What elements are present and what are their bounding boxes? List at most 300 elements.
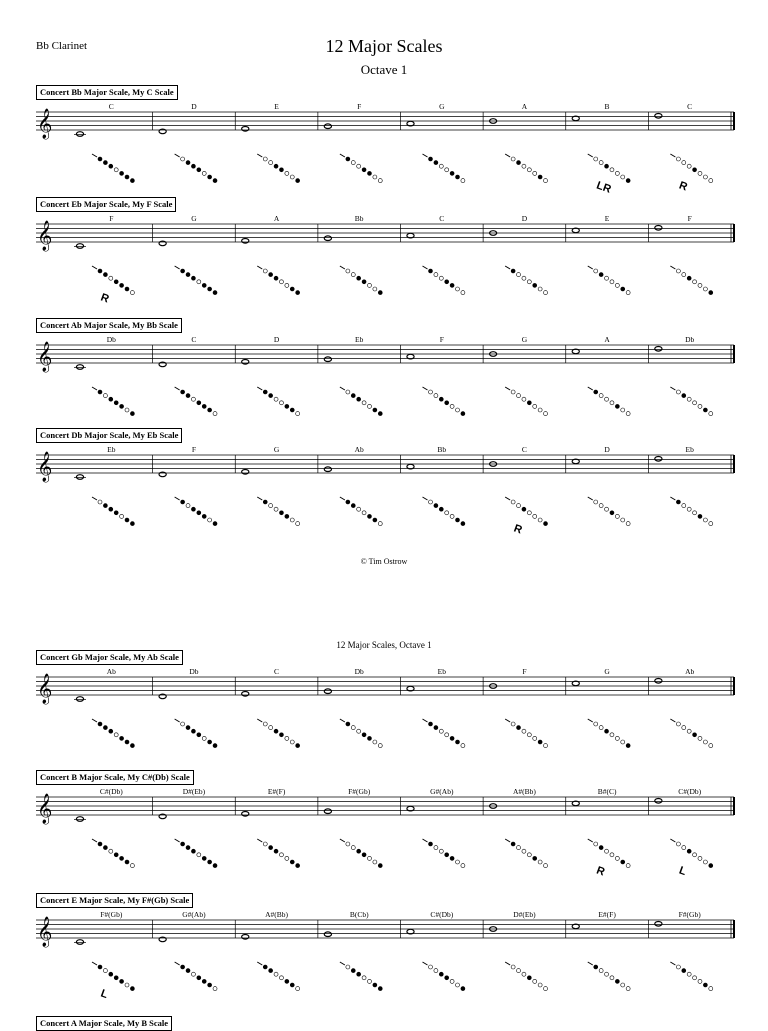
finger-hole <box>594 500 598 504</box>
finger-hole <box>450 856 454 860</box>
note-name: F <box>522 667 527 676</box>
finger-hole <box>378 291 382 295</box>
finger-hole <box>279 976 283 980</box>
finger-hole <box>538 175 542 179</box>
finger-hole <box>434 394 438 398</box>
finger-hole <box>527 401 531 405</box>
finger-hole <box>522 849 526 853</box>
finger-hole <box>120 514 124 518</box>
finger-hole <box>202 283 206 287</box>
treble-clef: 𝄞 <box>37 794 53 824</box>
finger-hole <box>103 161 107 165</box>
finger-hole <box>208 740 212 744</box>
finger-hole <box>693 401 697 405</box>
scale-label: Concert Ab Major Scale, My Bb Scale <box>36 318 182 333</box>
finger-hole <box>378 864 382 868</box>
fingering-diagram <box>257 387 299 416</box>
finger-hole <box>269 394 273 398</box>
note-name: C <box>439 214 445 223</box>
finger-hole <box>208 983 212 987</box>
mouthpiece <box>340 387 345 390</box>
finger-hole <box>709 179 713 183</box>
finger-hole <box>445 401 449 405</box>
fingering-diagram <box>588 154 630 196</box>
finger-hole <box>517 969 521 973</box>
treble-clef: 𝄞 <box>37 674 53 704</box>
finger-hole <box>120 283 124 287</box>
finger-hole <box>599 969 603 973</box>
finger-hole <box>599 161 603 165</box>
note-name: F <box>439 335 444 344</box>
finger-hole <box>114 733 118 737</box>
mouthpiece <box>175 719 180 722</box>
note-name: Ab <box>685 667 695 676</box>
finger-hole <box>362 511 366 515</box>
note-name: Eb <box>437 667 446 676</box>
finger-hole <box>522 507 526 511</box>
finger-hole <box>269 273 273 277</box>
finger-hole <box>114 511 118 515</box>
mouthpiece <box>588 839 593 842</box>
finger-hole <box>98 965 102 969</box>
fingering-diagram <box>588 497 630 526</box>
finger-hole <box>362 280 366 284</box>
whole-note <box>324 689 331 694</box>
note-name: B <box>604 102 610 111</box>
note-name: C#(Db) <box>430 910 454 919</box>
mouthpiece <box>670 266 675 269</box>
finger-hole <box>703 408 707 412</box>
finger-hole <box>693 733 697 737</box>
finger-hole <box>511 390 515 394</box>
whole-note <box>324 932 331 937</box>
finger-hole <box>269 846 273 850</box>
finger-hole <box>346 842 350 846</box>
finger-hole <box>373 408 377 412</box>
mouthpiece <box>670 497 675 500</box>
finger-hole <box>527 853 531 857</box>
finger-hole <box>186 846 190 850</box>
finger-hole <box>186 504 190 508</box>
mouthpiece <box>505 154 510 157</box>
finger-hole <box>357 849 361 853</box>
mouthpiece <box>505 962 510 965</box>
fingering-letter: L <box>98 987 110 1002</box>
finger-hole <box>544 987 548 991</box>
fingering-diagram <box>670 266 712 295</box>
finger-hole <box>263 842 267 846</box>
scale-label: Concert Db Major Scale, My Eb Scale <box>36 428 182 443</box>
finger-hole <box>456 518 460 522</box>
finger-hole <box>626 291 630 295</box>
finger-hole <box>120 171 124 175</box>
note-name: C <box>521 445 527 454</box>
finger-hole <box>682 161 686 165</box>
finger-hole <box>605 972 609 976</box>
finger-hole <box>615 283 619 287</box>
fingering-diagram <box>423 154 465 183</box>
mouthpiece <box>670 962 675 965</box>
finger-hole <box>362 976 366 980</box>
mouthpiece <box>257 154 262 157</box>
fingering-diagram <box>175 497 217 526</box>
finger-hole <box>109 397 113 401</box>
finger-hole <box>181 390 185 394</box>
finger-hole <box>367 283 371 287</box>
note-name: Db <box>354 667 364 676</box>
fingering-diagram <box>92 266 134 306</box>
note-name: D <box>604 445 610 454</box>
finger-hole <box>263 390 267 394</box>
finger-hole <box>373 860 377 864</box>
finger-hole <box>599 273 603 277</box>
fingering-diagram <box>588 266 630 295</box>
finger-hole <box>191 972 195 976</box>
finger-hole <box>434 969 438 973</box>
finger-hole <box>351 273 355 277</box>
finger-hole <box>605 507 609 511</box>
finger-hole <box>296 744 300 748</box>
finger-hole <box>594 842 598 846</box>
finger-hole <box>186 161 190 165</box>
finger-hole <box>186 969 190 973</box>
finger-hole <box>599 726 603 730</box>
fingering-diagram <box>340 497 382 526</box>
finger-hole <box>538 740 542 744</box>
mouthpiece <box>670 387 675 390</box>
finger-hole <box>367 404 371 408</box>
finger-hole <box>346 157 350 161</box>
finger-hole <box>378 987 382 991</box>
finger-hole <box>687 507 691 511</box>
finger-hole <box>445 853 449 857</box>
finger-hole <box>456 740 460 744</box>
finger-hole <box>511 157 515 161</box>
finger-hole <box>269 726 273 730</box>
finger-hole <box>693 511 697 515</box>
finger-hole <box>197 168 201 172</box>
finger-hole <box>109 164 113 168</box>
finger-hole <box>351 969 355 973</box>
finger-hole <box>378 744 382 748</box>
mouthpiece <box>175 839 180 842</box>
fingering-diagram <box>423 719 465 748</box>
finger-hole <box>120 736 124 740</box>
finger-hole <box>357 507 361 511</box>
mouthpiece <box>175 962 180 965</box>
finger-hole <box>130 179 134 183</box>
note-name: F#(Gb) <box>348 787 371 796</box>
finger-hole <box>429 722 433 726</box>
finger-hole <box>263 965 267 969</box>
note-name: Eb <box>107 445 116 454</box>
finger-hole <box>439 164 443 168</box>
finger-hole <box>698 736 702 740</box>
finger-hole <box>703 983 707 987</box>
fingering-diagram <box>505 497 547 537</box>
finger-hole <box>626 744 630 748</box>
finger-hole <box>626 864 630 868</box>
finger-hole <box>290 740 294 744</box>
finger-hole <box>208 860 212 864</box>
note-name: G#(Ab) <box>182 910 206 919</box>
mouthpiece <box>340 266 345 269</box>
finger-hole <box>346 269 350 273</box>
finger-hole <box>373 287 377 291</box>
whole-note <box>655 679 662 684</box>
finger-hole <box>290 983 294 987</box>
fingering-diagram <box>175 719 217 748</box>
whole-note <box>242 470 249 475</box>
finger-hole <box>191 849 195 853</box>
fingering-diagram <box>257 154 299 183</box>
finger-hole <box>125 175 129 179</box>
mouthpiece <box>340 154 345 157</box>
finger-hole <box>373 983 377 987</box>
finger-hole <box>362 853 366 857</box>
finger-hole <box>456 983 460 987</box>
finger-hole <box>544 522 548 526</box>
finger-hole <box>594 157 598 161</box>
finger-hole <box>98 390 102 394</box>
finger-hole <box>445 976 449 980</box>
fingering-diagram <box>175 839 217 868</box>
scale-label: Concert Bb Major Scale, My C Scale <box>36 85 178 100</box>
note-name: C <box>687 102 693 111</box>
staff-row <box>36 787 734 879</box>
finger-hole <box>703 287 707 291</box>
mouthpiece <box>340 719 345 722</box>
finger-hole <box>511 722 515 726</box>
finger-hole <box>279 401 283 405</box>
finger-hole <box>615 856 619 860</box>
finger-hole <box>125 518 129 522</box>
note-name: D <box>273 335 280 344</box>
fingering-diagram <box>257 497 299 526</box>
fingering-diagram <box>423 497 465 526</box>
finger-hole <box>263 157 267 161</box>
finger-hole <box>130 864 134 868</box>
finger-hole <box>296 987 300 991</box>
finger-hole <box>450 171 454 175</box>
page-title: 12 Major Scales <box>325 36 443 56</box>
finger-hole <box>98 269 102 273</box>
finger-hole <box>181 157 185 161</box>
finger-hole <box>429 500 433 504</box>
finger-hole <box>621 860 625 864</box>
finger-hole <box>357 972 361 976</box>
finger-hole <box>269 504 273 508</box>
finger-hole <box>605 276 609 280</box>
finger-hole <box>626 987 630 991</box>
finger-hole <box>676 157 680 161</box>
copyright: © Tim Ostrow <box>360 557 408 566</box>
fingering-diagram <box>257 962 299 991</box>
finger-hole <box>450 736 454 740</box>
mouthpiece <box>257 962 262 965</box>
finger-hole <box>450 404 454 408</box>
finger-hole <box>544 291 548 295</box>
finger-hole <box>445 733 449 737</box>
fingering-diagram <box>670 497 712 526</box>
finger-hole <box>544 412 548 416</box>
note-name: D#(Eb) <box>513 910 536 919</box>
finger-hole <box>599 504 603 508</box>
finger-hole <box>527 511 531 515</box>
finger-hole <box>130 987 134 991</box>
whole-note <box>655 226 662 231</box>
fingering-diagram <box>340 154 382 183</box>
finger-hole <box>296 522 300 526</box>
finger-hole <box>511 500 515 504</box>
finger-hole <box>682 846 686 850</box>
finger-hole <box>698 171 702 175</box>
finger-hole <box>621 175 625 179</box>
staff-row <box>36 102 734 196</box>
finger-hole <box>610 280 614 284</box>
whole-note <box>242 935 249 940</box>
fingering-diagram <box>423 839 465 868</box>
finger-hole <box>181 965 185 969</box>
finger-hole <box>533 979 537 983</box>
finger-hole <box>296 412 300 416</box>
whole-note <box>655 347 662 352</box>
note-name: Ab <box>106 667 116 676</box>
scale-label: Concert A Major Scale, My B Scale <box>36 1016 172 1031</box>
note-name: E <box>274 102 279 111</box>
finger-hole <box>594 722 598 726</box>
treble-clef: 𝄞 <box>37 342 53 372</box>
finger-hole <box>263 500 267 504</box>
finger-hole <box>114 853 118 857</box>
mouthpiece <box>92 387 97 390</box>
mouthpiece <box>423 154 428 157</box>
finger-hole <box>362 168 366 172</box>
finger-hole <box>202 171 206 175</box>
finger-hole <box>434 161 438 165</box>
finger-hole <box>279 511 283 515</box>
whole-note <box>324 236 331 241</box>
note-name: D#(Eb) <box>182 787 206 796</box>
mouthpiece <box>423 387 428 390</box>
note-name: Db <box>106 335 116 344</box>
fingering-letter: R <box>512 522 524 537</box>
finger-hole <box>682 726 686 730</box>
finger-hole <box>186 394 190 398</box>
finger-hole <box>599 846 603 850</box>
finger-hole <box>378 179 382 183</box>
finger-hole <box>626 412 630 416</box>
mouthpiece <box>423 719 428 722</box>
finger-hole <box>125 740 129 744</box>
whole-note <box>324 124 331 129</box>
mouthpiece <box>588 154 593 157</box>
fingering-diagram <box>340 719 382 748</box>
finger-hole <box>346 965 350 969</box>
finger-hole <box>346 390 350 394</box>
finger-hole <box>208 287 212 291</box>
finger-hole <box>197 976 201 980</box>
note-name: F <box>109 214 114 223</box>
finger-hole <box>693 976 697 980</box>
note-name: B#(C) <box>597 787 617 796</box>
whole-note <box>655 799 662 804</box>
finger-hole <box>511 842 515 846</box>
finger-hole <box>703 175 707 179</box>
finger-hole <box>290 518 294 522</box>
mouthpiece <box>175 387 180 390</box>
page2-header: 12 Major Scales, Octave 1 <box>336 640 432 650</box>
finger-hole <box>98 842 102 846</box>
finger-hole <box>351 504 355 508</box>
finger-hole <box>429 157 433 161</box>
finger-hole <box>285 404 289 408</box>
finger-hole <box>544 864 548 868</box>
scale-label: Concert E Major Scale, My F#(Gb) Scale <box>36 893 193 908</box>
note-name: C#(Db) <box>678 787 702 796</box>
finger-hole <box>109 507 113 511</box>
finger-hole <box>693 168 697 172</box>
finger-hole <box>213 864 217 868</box>
finger-hole <box>610 853 614 857</box>
whole-note <box>76 940 83 945</box>
finger-hole <box>197 853 201 857</box>
finger-hole <box>213 744 217 748</box>
mouthpiece <box>505 719 510 722</box>
note-name: Db <box>189 667 199 676</box>
finger-hole <box>461 987 465 991</box>
finger-hole <box>621 983 625 987</box>
note-name: E <box>604 214 610 223</box>
note-name: E#(F) <box>598 910 616 919</box>
fingering-diagram <box>175 387 217 416</box>
whole-note <box>242 812 249 817</box>
mouthpiece <box>588 387 593 390</box>
finger-hole <box>130 412 134 416</box>
fingering-diagram <box>340 962 382 991</box>
finger-hole <box>274 164 278 168</box>
finger-hole <box>687 164 691 168</box>
finger-hole <box>693 853 697 857</box>
whole-note <box>655 457 662 462</box>
treble-clef: 𝄞 <box>37 917 53 947</box>
note-name: A <box>273 214 280 223</box>
finger-hole <box>290 860 294 864</box>
finger-hole <box>429 390 433 394</box>
finger-hole <box>103 726 107 730</box>
finger-hole <box>130 744 134 748</box>
whole-note <box>76 244 83 249</box>
finger-hole <box>346 500 350 504</box>
finger-hole <box>522 729 526 733</box>
finger-hole <box>114 280 118 284</box>
mouthpiece <box>588 266 593 269</box>
finger-hole <box>439 397 443 401</box>
finger-hole <box>197 280 201 284</box>
mouthpiece <box>175 154 180 157</box>
finger-hole <box>682 273 686 277</box>
finger-hole <box>208 175 212 179</box>
finger-hole <box>125 983 129 987</box>
staff-row <box>36 667 734 748</box>
finger-hole <box>511 965 515 969</box>
fingering-diagram <box>175 154 217 183</box>
finger-hole <box>103 504 107 508</box>
mouthpiece <box>505 497 510 500</box>
finger-hole <box>285 283 289 287</box>
fingering-letter: L <box>677 864 688 879</box>
fingering-diagram <box>92 154 134 183</box>
